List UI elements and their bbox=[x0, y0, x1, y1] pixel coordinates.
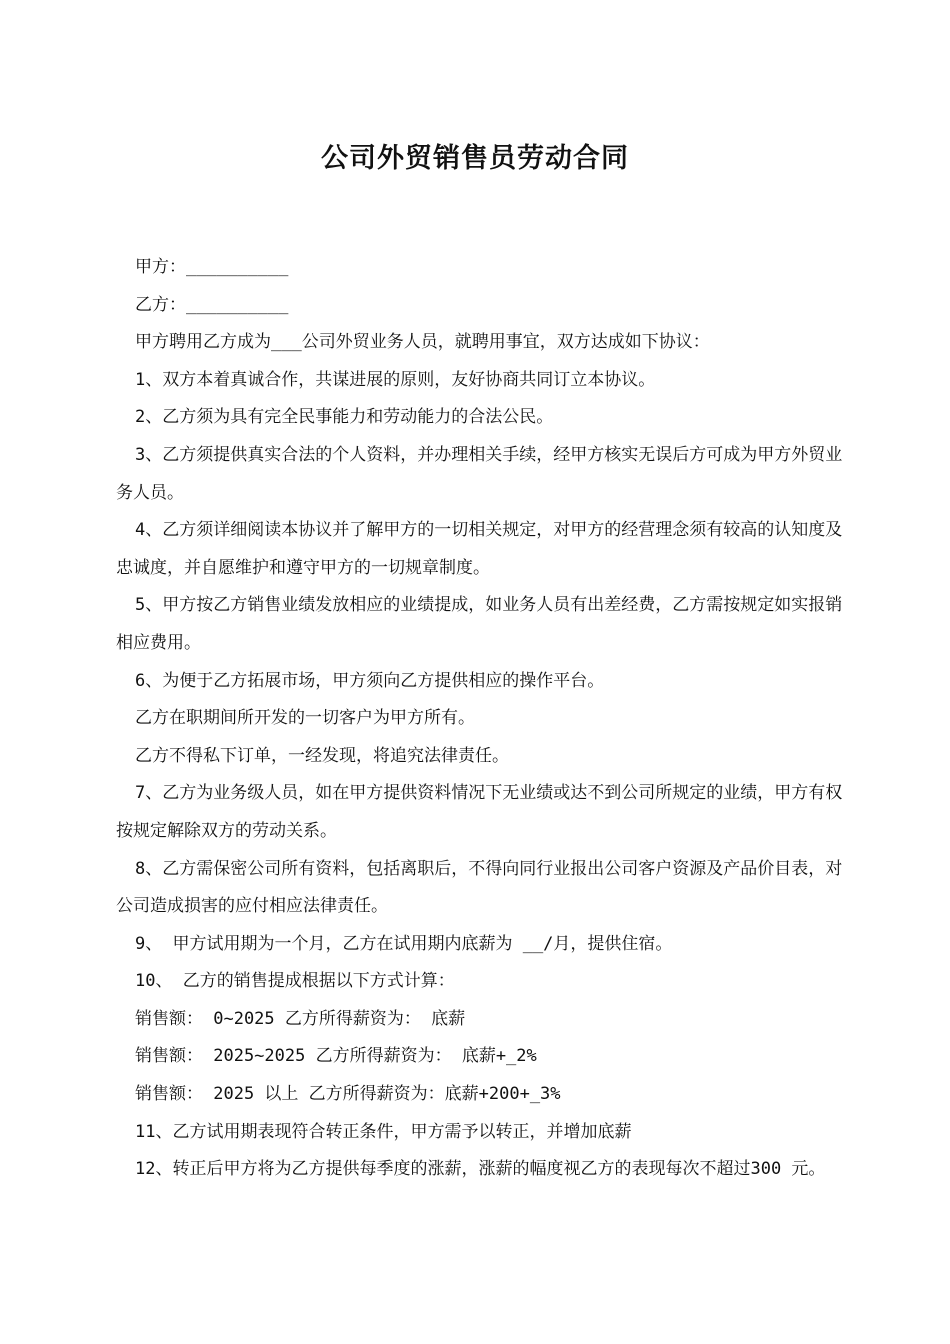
clause-6-note-2: 乙方不得私下订单，一经发现，将追究法律责任。 bbox=[135, 745, 509, 766]
commission-tier-1: 销售额： 0~2025 乙方所得薪资为： 底薪 bbox=[135, 1008, 466, 1029]
clause-2: 2、乙方须为具有完全民事能力和劳动能力的合法公民。 bbox=[135, 407, 554, 428]
clause-6: 6、为便于乙方拓展市场，甲方须向乙方提供相应的操作平台。 bbox=[135, 670, 605, 691]
clause-6-note-1: 乙方在职期间所开发的一切客户为甲方所有。 bbox=[135, 708, 475, 729]
clause-12: 12、转正后甲方将为乙方提供每季度的涨薪，涨薪的幅度视乙方的表现每次不超过300 元。 bbox=[135, 1159, 826, 1180]
commission-tier-2: 销售额： 2025~2025 乙方所得薪资为： 底薪+_2% bbox=[135, 1046, 537, 1067]
clause-5: 5、甲方按乙方销售业绩发放相应的业绩提成，如业务人员有出差经费，乙方需按规定如实报销相应费用。 bbox=[116, 595, 843, 653]
document-body bbox=[116, 249, 846, 1189]
clause-11: 11、乙方试用期表现符合转正条件，甲方需予以转正，并增加底薪 bbox=[135, 1121, 632, 1142]
intro-paragraph: 甲方聘用乙方成为___公司外贸业务人员，就聘用事宜，双方达成如下协议： bbox=[135, 332, 710, 353]
party-a-line: 甲方：__________ bbox=[135, 257, 289, 277]
clause-8: 8、乙方需保密公司所有资料，包括离职后，不得向同行业报出公司客户资源及产品价目表，对公司造成损害的应付相应法律责任。 bbox=[116, 858, 843, 917]
party-b-line: 乙方：__________ bbox=[135, 294, 289, 315]
clause-1: 1、双方本着真诚合作，共谋进展的原则，友好协商共同订立本协议。 bbox=[135, 369, 656, 390]
document-title: 公司外贸销售员劳动合同 bbox=[321, 143, 629, 174]
clause-9: 9、 甲方试用期为一个月，乙方在试用期内底薪为 __/月，提供住宿。 bbox=[135, 933, 673, 954]
clause-4: 4、乙方须详细阅读本协议并了解甲方的一切相关规定，对甲方的经营理念须有较高的认知度及忠诚度，并自愿维护和遵守甲方的一切规章制度。 bbox=[116, 520, 843, 578]
clause-7: 7、乙方为业务级人员，如在甲方提供资料情况下无业绩或达不到公司所规定的业绩，甲方有权按规定解除双方的劳动关系。 bbox=[116, 783, 843, 841]
clause-10: 10、 乙方的销售提成根据以下方式计算： bbox=[135, 971, 455, 992]
clause-3: 3、乙方须提供真实合法的个人资料，并办理相关手续，经甲方核实无误后方可成为甲方外贸业务人员。 bbox=[116, 444, 843, 503]
commission-tier-3: 销售额： 2025 以上 乙方所得薪资为：底薪+200+_3% bbox=[135, 1084, 561, 1105]
